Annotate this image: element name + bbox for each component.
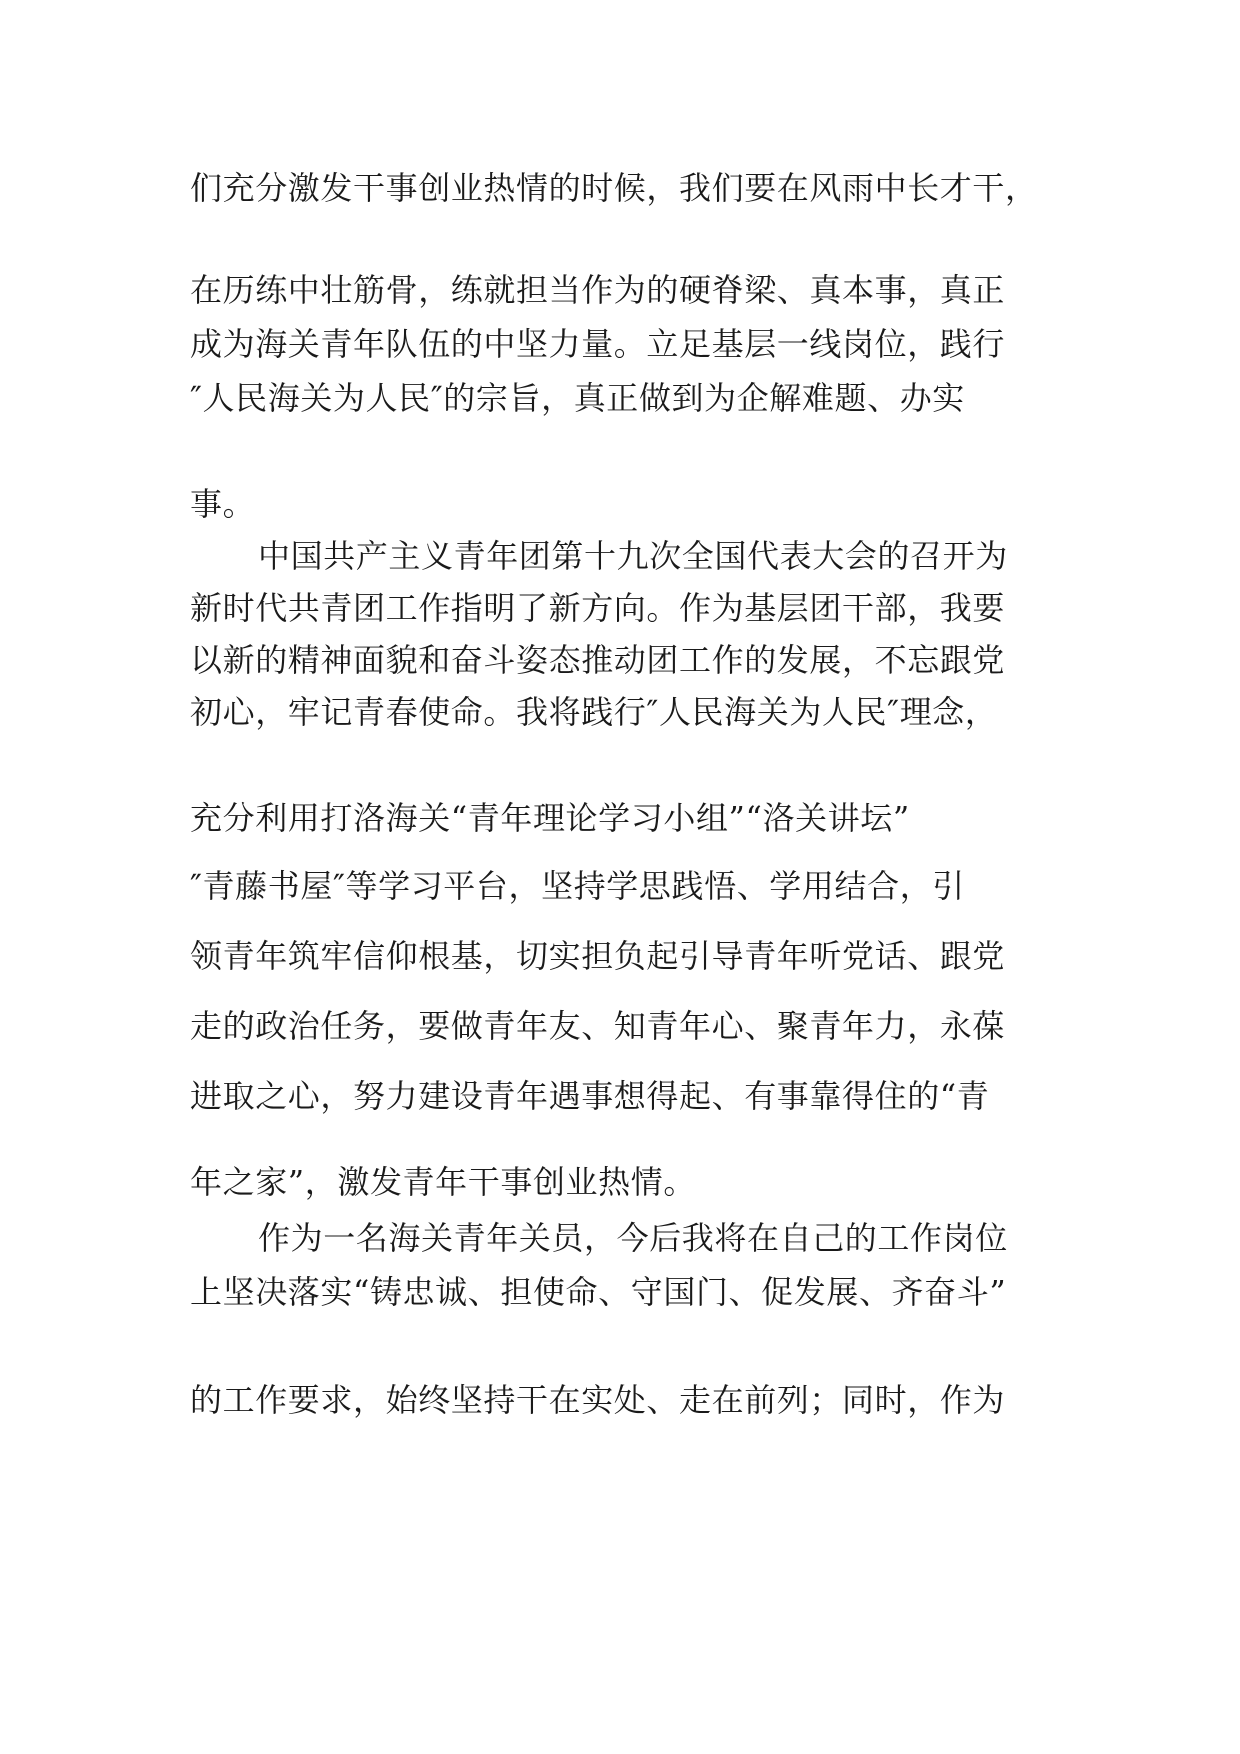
text-line: 事。 (190, 485, 256, 523)
text-line: 以新的精神面貌和奋斗姿态推动团工作的发展，不忘跟党 (190, 641, 1006, 679)
text-line: 进取之心，努力建设青年遇事想得起、有事靠得住的“青 (190, 1077, 990, 1115)
text-line: 领青年筑牢信仰根基，切实担负起引导青年听党话、跟党 (190, 937, 1006, 975)
text-line: 初心，牢记青春使命。我将践行″人民海关为人民″理念， (190, 693, 998, 731)
text-line: 新时代共青团工作指明了新方向。作为基层团干部，我要 (190, 589, 1006, 627)
text-line: 年之家”，激发青年干事创业热情。 (190, 1163, 696, 1201)
paragraph-first-line: 中国共产主义青年团第十九次全国代表大会的召开为 (258, 537, 1008, 575)
text-line: 走的政治任务，要做青年友、知青年心、聚青年力，永葆 (190, 1007, 1006, 1045)
text-line: 充分利用打洛海关“青年理论学习小组”“洛关讲坛” (190, 799, 910, 837)
text-line: 成为海关青年队伍的中坚力量。立足基层一线岗位，践行 (190, 325, 1006, 363)
text-line: 上坚决落实“铸忠诚、担使命、守国门、促发展、齐奋斗” (190, 1273, 1007, 1311)
text-line: 们充分激发干事创业热情的时候，我们要在风雨中长才干， (190, 169, 1038, 207)
paragraph-first-line: 作为一名海关青年关员，今后我将在自己的工作岗位 (258, 1219, 1008, 1257)
text-line: ″青藤书屋″等学习平台，坚持学思践悟、学用结合，引 (190, 867, 965, 905)
text-line: 的工作要求，始终坚持干在实处、走在前列；同时，作为 (190, 1381, 1006, 1419)
text-line: ″人民海关为人民″的宗旨，真正做到为企解难题、办实 (190, 379, 965, 417)
text-line: 在历练中壮筋骨，练就担当作为的硬脊梁、真本事，真正 (190, 271, 1006, 309)
